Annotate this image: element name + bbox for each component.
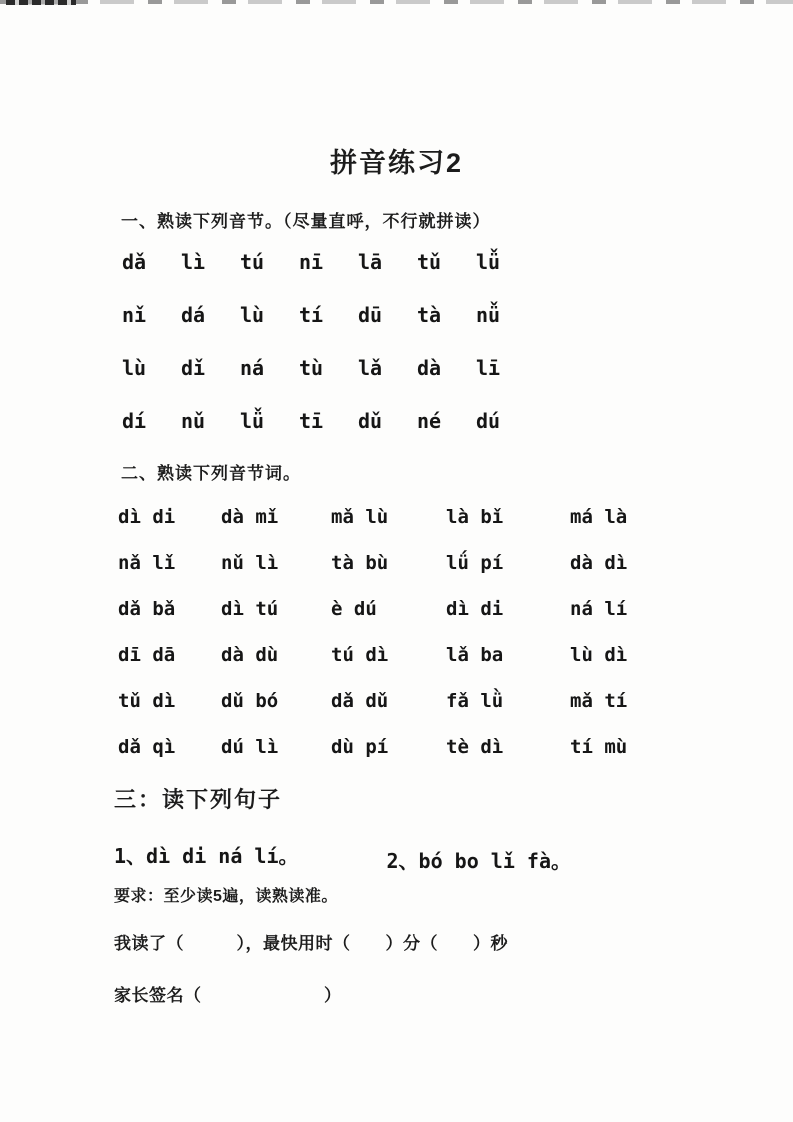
syllable: dà — [417, 356, 442, 380]
syllable-word: tú dì — [331, 644, 389, 666]
section3-heading: 三：读下列句子 — [114, 787, 283, 812]
syllable: tú — [240, 250, 265, 274]
syllable: lì — [181, 250, 206, 274]
syllable: lǚ — [240, 409, 265, 433]
syllable-word: dì tú — [221, 598, 279, 620]
scan-artifact-top — [0, 0, 793, 4]
word-row — [118, 552, 718, 598]
syllable-word: è dú — [331, 598, 377, 620]
syllable-word: fǎ lǜ — [446, 690, 504, 712]
page-title: 拼音练习2 — [329, 148, 464, 178]
syllable-word: nǔ lì — [221, 552, 279, 574]
syllable-row — [122, 250, 542, 303]
syllable-row — [122, 303, 542, 356]
section1-syllable-rows — [122, 250, 542, 462]
syllable-word: dà mǐ — [221, 506, 279, 528]
parent-signature-line: 家长签名（ ） — [114, 986, 342, 1005]
syllable-word: dǔ bó — [221, 690, 279, 712]
syllable-word: lù dì — [570, 644, 628, 666]
reading-count-fill-line: 我读了（ ），最快用时（ ）分（ ）秒 — [114, 934, 508, 953]
syllable-word: dǎ dǔ — [331, 690, 389, 712]
syllable: dú — [476, 409, 501, 433]
syllable-word: má là — [570, 506, 628, 528]
syllable: dí — [122, 409, 147, 433]
syllable-row — [122, 409, 542, 462]
syllable-word: tè dì — [446, 736, 504, 758]
syllable: dá — [181, 303, 206, 327]
syllable: tǔ — [417, 250, 442, 274]
syllable: lā — [358, 250, 383, 274]
word-row — [118, 506, 718, 552]
syllable-word: lǎ ba — [446, 644, 504, 666]
syllable: dǔ — [358, 409, 383, 433]
syllable-word: dì di — [118, 506, 176, 528]
syllable: lǚ — [476, 250, 501, 274]
syllable-word: nǎ lǐ — [118, 552, 176, 574]
syllable-word: dù pí — [331, 736, 389, 758]
syllable-word: dǎ bǎ — [118, 598, 176, 620]
requirement-note: 要求：至少读5遍，读熟读准。 — [114, 888, 338, 905]
syllable: dū — [358, 303, 383, 327]
word-row — [118, 736, 718, 782]
syllable-word: dà dù — [221, 644, 279, 666]
syllable: né — [417, 409, 442, 433]
syllable: lù — [240, 303, 265, 327]
syllable-word: dī dā — [118, 644, 176, 666]
syllable: tù — [299, 356, 324, 380]
syllable: tà — [417, 303, 442, 327]
sentence-2: 2、bó bo lǐ fà。 — [386, 849, 571, 873]
word-row — [118, 598, 718, 644]
syllable: nǚ — [476, 303, 501, 327]
scan-artifact-corner — [6, 0, 76, 5]
syllable: lǎ — [358, 356, 383, 380]
word-row — [118, 690, 718, 736]
section2-word-rows — [118, 506, 718, 782]
syllable-word: mǎ tí — [570, 690, 628, 712]
syllable-word: dà dì — [570, 552, 628, 574]
word-row — [118, 644, 718, 690]
section1-heading: 一、熟读下列音节。（尽量直呼，不行就拼读） — [121, 212, 491, 231]
syllable-row — [122, 356, 542, 409]
syllable: nī — [299, 250, 324, 274]
syllable-word: tí mù — [570, 736, 628, 758]
syllable-word: là bǐ — [446, 506, 504, 528]
sentence-1: 1、dì di ná lí。 — [114, 844, 299, 868]
syllable: tí — [299, 303, 324, 327]
syllable: tī — [299, 409, 324, 433]
syllable-word: tǔ dì — [118, 690, 176, 712]
syllable: lī — [476, 356, 501, 380]
sentence-list — [114, 840, 734, 874]
syllable-word: dú lì — [221, 736, 279, 758]
syllable: nǔ — [181, 409, 206, 433]
syllable-word: mǎ lù — [331, 506, 389, 528]
syllable-word: tà bù — [331, 552, 389, 574]
syllable-word: ná lí — [570, 598, 628, 620]
syllable: nǐ — [122, 303, 147, 327]
section2-heading: 二、熟读下列音节词。 — [121, 464, 301, 483]
syllable: ná — [240, 356, 265, 380]
syllable-word: lǘ pí — [446, 552, 504, 574]
syllable-word: dǎ qì — [118, 736, 176, 758]
syllable-word: dì di — [446, 598, 504, 620]
syllable: dǎ — [122, 250, 147, 274]
syllable: lù — [122, 356, 147, 380]
syllable: dǐ — [181, 356, 206, 380]
